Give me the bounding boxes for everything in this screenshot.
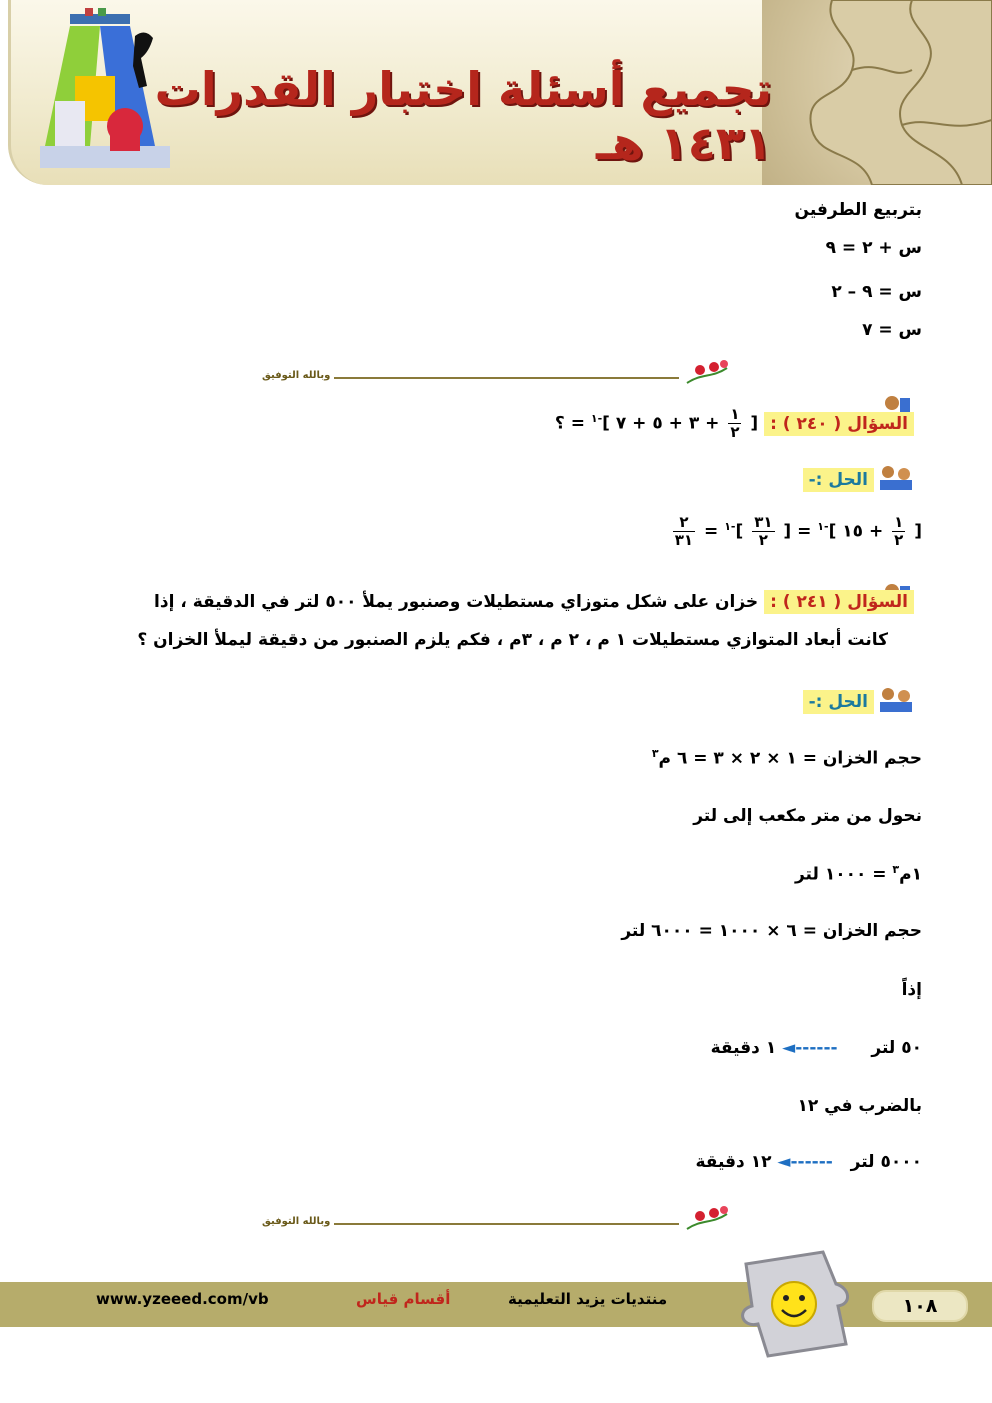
solution-240-equation [670,514,922,549]
proportion-left: ٥٠ لتر [871,1038,922,1058]
solution-text: حجم الخزان = ١ × ٢ × ٣ = ٦ م [658,748,922,769]
question-label: السؤال ( ٢٤٠ ) : [764,412,914,436]
footer-section: أقسام قياس [356,1290,451,1308]
fraction-numerator: ٣١ [754,513,773,531]
exponent: -١ [724,519,736,533]
equals-sign: = [704,521,719,542]
question-241-line1 [154,590,914,614]
proportion-line [711,1038,922,1058]
section-divider [262,1204,742,1234]
proportion-line [695,1152,922,1172]
equation-line: س + ٢ = ٩ [825,238,922,258]
solution-line [795,863,922,885]
divider-text: وبالله التوفيق [262,1216,331,1227]
students-icon [876,462,916,492]
question-240 [555,406,914,441]
bracket: [ [914,521,922,542]
fraction [892,514,905,549]
exponent: ٣ [651,747,659,760]
fraction [752,514,774,549]
rose-decoration-icon [682,1204,732,1234]
question-text: خزان على شكل متوزاي مستطيلات وصنبور يملأ ٥٠٠ لتر في الدقيقة ، إذا [154,592,759,612]
solution-line: إذاً [901,980,922,1000]
solution-line: حجم الخزان = ٦ × ١٠٠٠ = ٦٠٠٠ لتر [621,921,922,941]
equals-sign: = [570,413,585,434]
exponent: -١ [817,519,829,533]
puzzle-letter-logo [30,6,180,176]
page-number: ١٠٨ [872,1290,968,1322]
bracket: [ [750,413,759,434]
fraction-numerator: ١ [894,513,904,531]
proportion-right: ١ دقيقة [710,1038,777,1058]
solution-text: = ١٠٠٠ لتر [794,864,893,885]
equation-line: س = ٧ [862,320,922,340]
solution-text: ١م [899,864,922,885]
fraction-denominator: ٣١ [674,531,694,549]
solution-label: الحل :- [803,468,874,492]
fraction-denominator: ٢ [758,531,768,549]
rose-decoration-icon [682,358,732,388]
arrow-dashes: ------ [790,1152,833,1172]
expression: + ١٥ ] [828,521,884,542]
fraction [728,406,741,441]
divider-line [334,377,679,379]
solution-240-label [803,468,874,492]
exponent: -١ [590,411,603,425]
smiley-puzzle-icon [728,1244,854,1360]
solution-line [652,747,922,769]
bracket: ] [735,521,744,542]
proportion-left: ٥٠٠٠ لتر [850,1152,922,1172]
arrow-left-icon: ◄ [782,1038,796,1058]
fraction-numerator: ١ [730,405,740,423]
question-mark: ؟ [554,413,565,434]
divider-line [334,1223,679,1225]
solution-241-label [803,690,874,714]
text-line: بتربيع الطرفين [794,200,922,220]
arrow-left-icon: ◄ [777,1152,791,1172]
expression: + ٣ + ٥ + ٧ ] [602,413,720,434]
students-icon [876,684,916,714]
footer-forum: منتديات يزيد التعليمية [508,1290,668,1308]
solution-line: نحول من متر مكعب إلى لتر [693,806,922,826]
question-label: السؤال ( ٢٤١ ) : [764,590,914,614]
fraction-denominator: ٢ [894,531,904,549]
question-241-line2: كانت أبعاد المتوازي مستطيلات ١ م ، ٢ م ، ٣م ، فكم يلزم الصنبور من دقيقة ليملأ الخزان ؟ [137,630,888,650]
proportion-right: ١٢ دقيقة [695,1152,772,1172]
divider-text: وبالله التوفيق [262,370,331,381]
page-title: تجميع أسئلة اختبار القدرات ١٤٣١ هـ [154,62,772,170]
fraction-numerator: ٢ [673,514,695,532]
footer-url-link[interactable]: www.yzeeed.com/vb [96,1290,269,1308]
solution-line: بالضرب في ١٢ [797,1096,922,1116]
fraction [673,514,695,549]
expression: = [ [783,521,812,542]
section-divider [262,358,742,388]
puzzle-corner-image [762,0,992,185]
fraction-denominator: ٢ [730,423,740,441]
solution-label: الحل :- [803,690,874,714]
arrow-dashes: ------ [795,1038,838,1058]
equation-line: س = ٩ – ٢ [831,282,922,302]
exponent: ٣ [892,863,900,876]
